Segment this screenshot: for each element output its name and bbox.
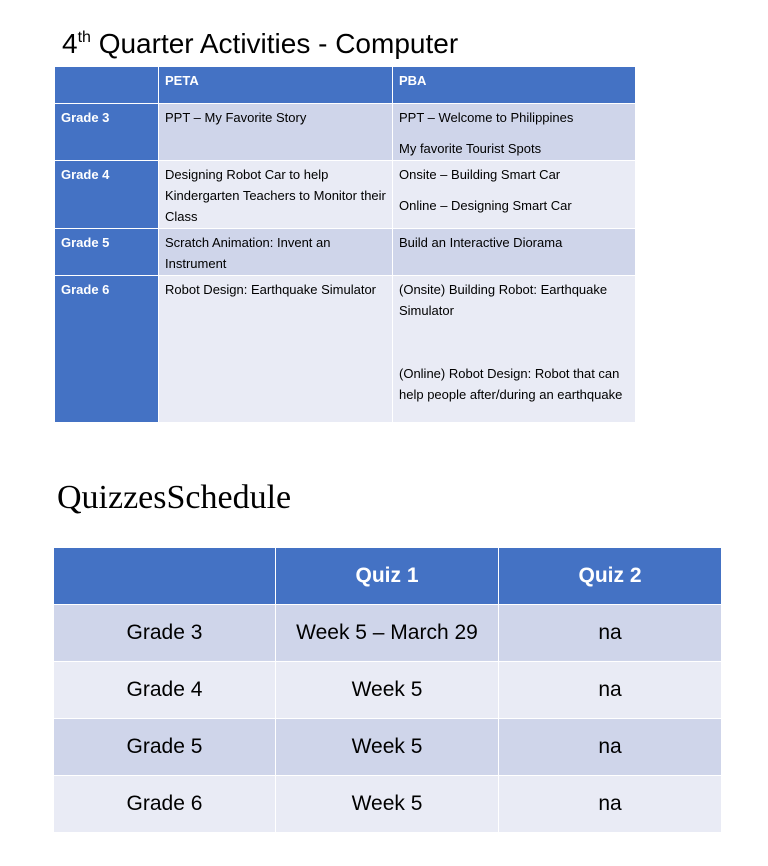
pba-cell xyxy=(393,229,636,276)
grade-cell: Grade 5 xyxy=(55,229,159,276)
quiz2-cell: na xyxy=(499,776,722,833)
activities-title-text: Quarter Activities - Computer xyxy=(90,28,459,59)
quiz1-cell: Week 5 – March 29 xyxy=(276,605,499,662)
table-row xyxy=(54,719,722,776)
table-row xyxy=(55,276,636,423)
quiz1-cell: Week 5 xyxy=(276,776,499,833)
pba-text: (Onsite) Building Robot: Earthquake Simulator xyxy=(399,282,608,318)
quiz2-cell: na xyxy=(499,662,722,719)
table-row xyxy=(55,161,636,229)
quizzes-header-cell: Quiz 2 xyxy=(499,548,722,605)
activities-title xyxy=(62,26,458,62)
pba-cell xyxy=(393,104,636,161)
quiz1-cell: Week 5 xyxy=(276,719,499,776)
quiz1-cell: Week 5 xyxy=(276,662,499,719)
quiz2-cell: na xyxy=(499,719,722,776)
activities-table xyxy=(54,66,636,423)
table-row xyxy=(55,104,636,161)
grade-cell: Grade 3 xyxy=(55,104,159,161)
quizzes-table xyxy=(53,547,722,833)
grade-cell: Grade 6 xyxy=(55,276,159,423)
pba-cell xyxy=(393,276,636,423)
peta-text: Scratch Animation: Invent an Instrument xyxy=(165,235,331,271)
grade-cell: Grade 4 xyxy=(54,662,276,719)
pba-text: (Online) Robot Design: Robot that can help people after/during an earthquake xyxy=(399,366,623,402)
pba-text: Online – Designing Smart Car xyxy=(399,198,572,213)
grade-cell: Grade 4 xyxy=(55,161,159,229)
table-row xyxy=(54,605,722,662)
peta-text: PPT – My Favorite Story xyxy=(165,110,307,125)
pba-text: My favorite Tourist Spots xyxy=(399,141,542,156)
grade-cell: Grade 5 xyxy=(54,719,276,776)
quizzes-header-row xyxy=(54,548,722,605)
peta-cell xyxy=(159,161,393,229)
pba-text: Onsite – Building Smart Car xyxy=(399,167,561,182)
peta-text: Robot Design: Earthquake Simulator xyxy=(165,282,377,297)
activities-header-row xyxy=(55,67,636,104)
table-row xyxy=(54,776,722,833)
activities-header-cell: PBA xyxy=(393,67,636,104)
table-row xyxy=(55,229,636,276)
quizzes-header-cell xyxy=(54,548,276,605)
quizzes-header-cell: Quiz 1 xyxy=(276,548,499,605)
activities-title-number: 4 xyxy=(62,28,78,59)
peta-cell xyxy=(159,229,393,276)
peta-cell xyxy=(159,104,393,161)
activities-header-cell xyxy=(55,67,159,104)
pba-cell xyxy=(393,161,636,229)
quiz2-cell: na xyxy=(499,605,722,662)
peta-text: Designing Robot Car to help Kindergarten Teachers to Monitor their Class xyxy=(165,167,386,224)
pba-text: PPT – Welcome to Philippines xyxy=(399,110,574,125)
grade-cell: Grade 6 xyxy=(54,776,276,833)
quizzes-title: QuizzesSchedule xyxy=(57,479,292,516)
peta-cell xyxy=(159,276,393,423)
activities-header-cell: PETA xyxy=(159,67,393,104)
activities-title-ordinal: th xyxy=(77,29,91,46)
grade-cell: Grade 3 xyxy=(54,605,276,662)
pba-text: Build an Interactive Diorama xyxy=(399,235,563,250)
table-row xyxy=(54,662,722,719)
